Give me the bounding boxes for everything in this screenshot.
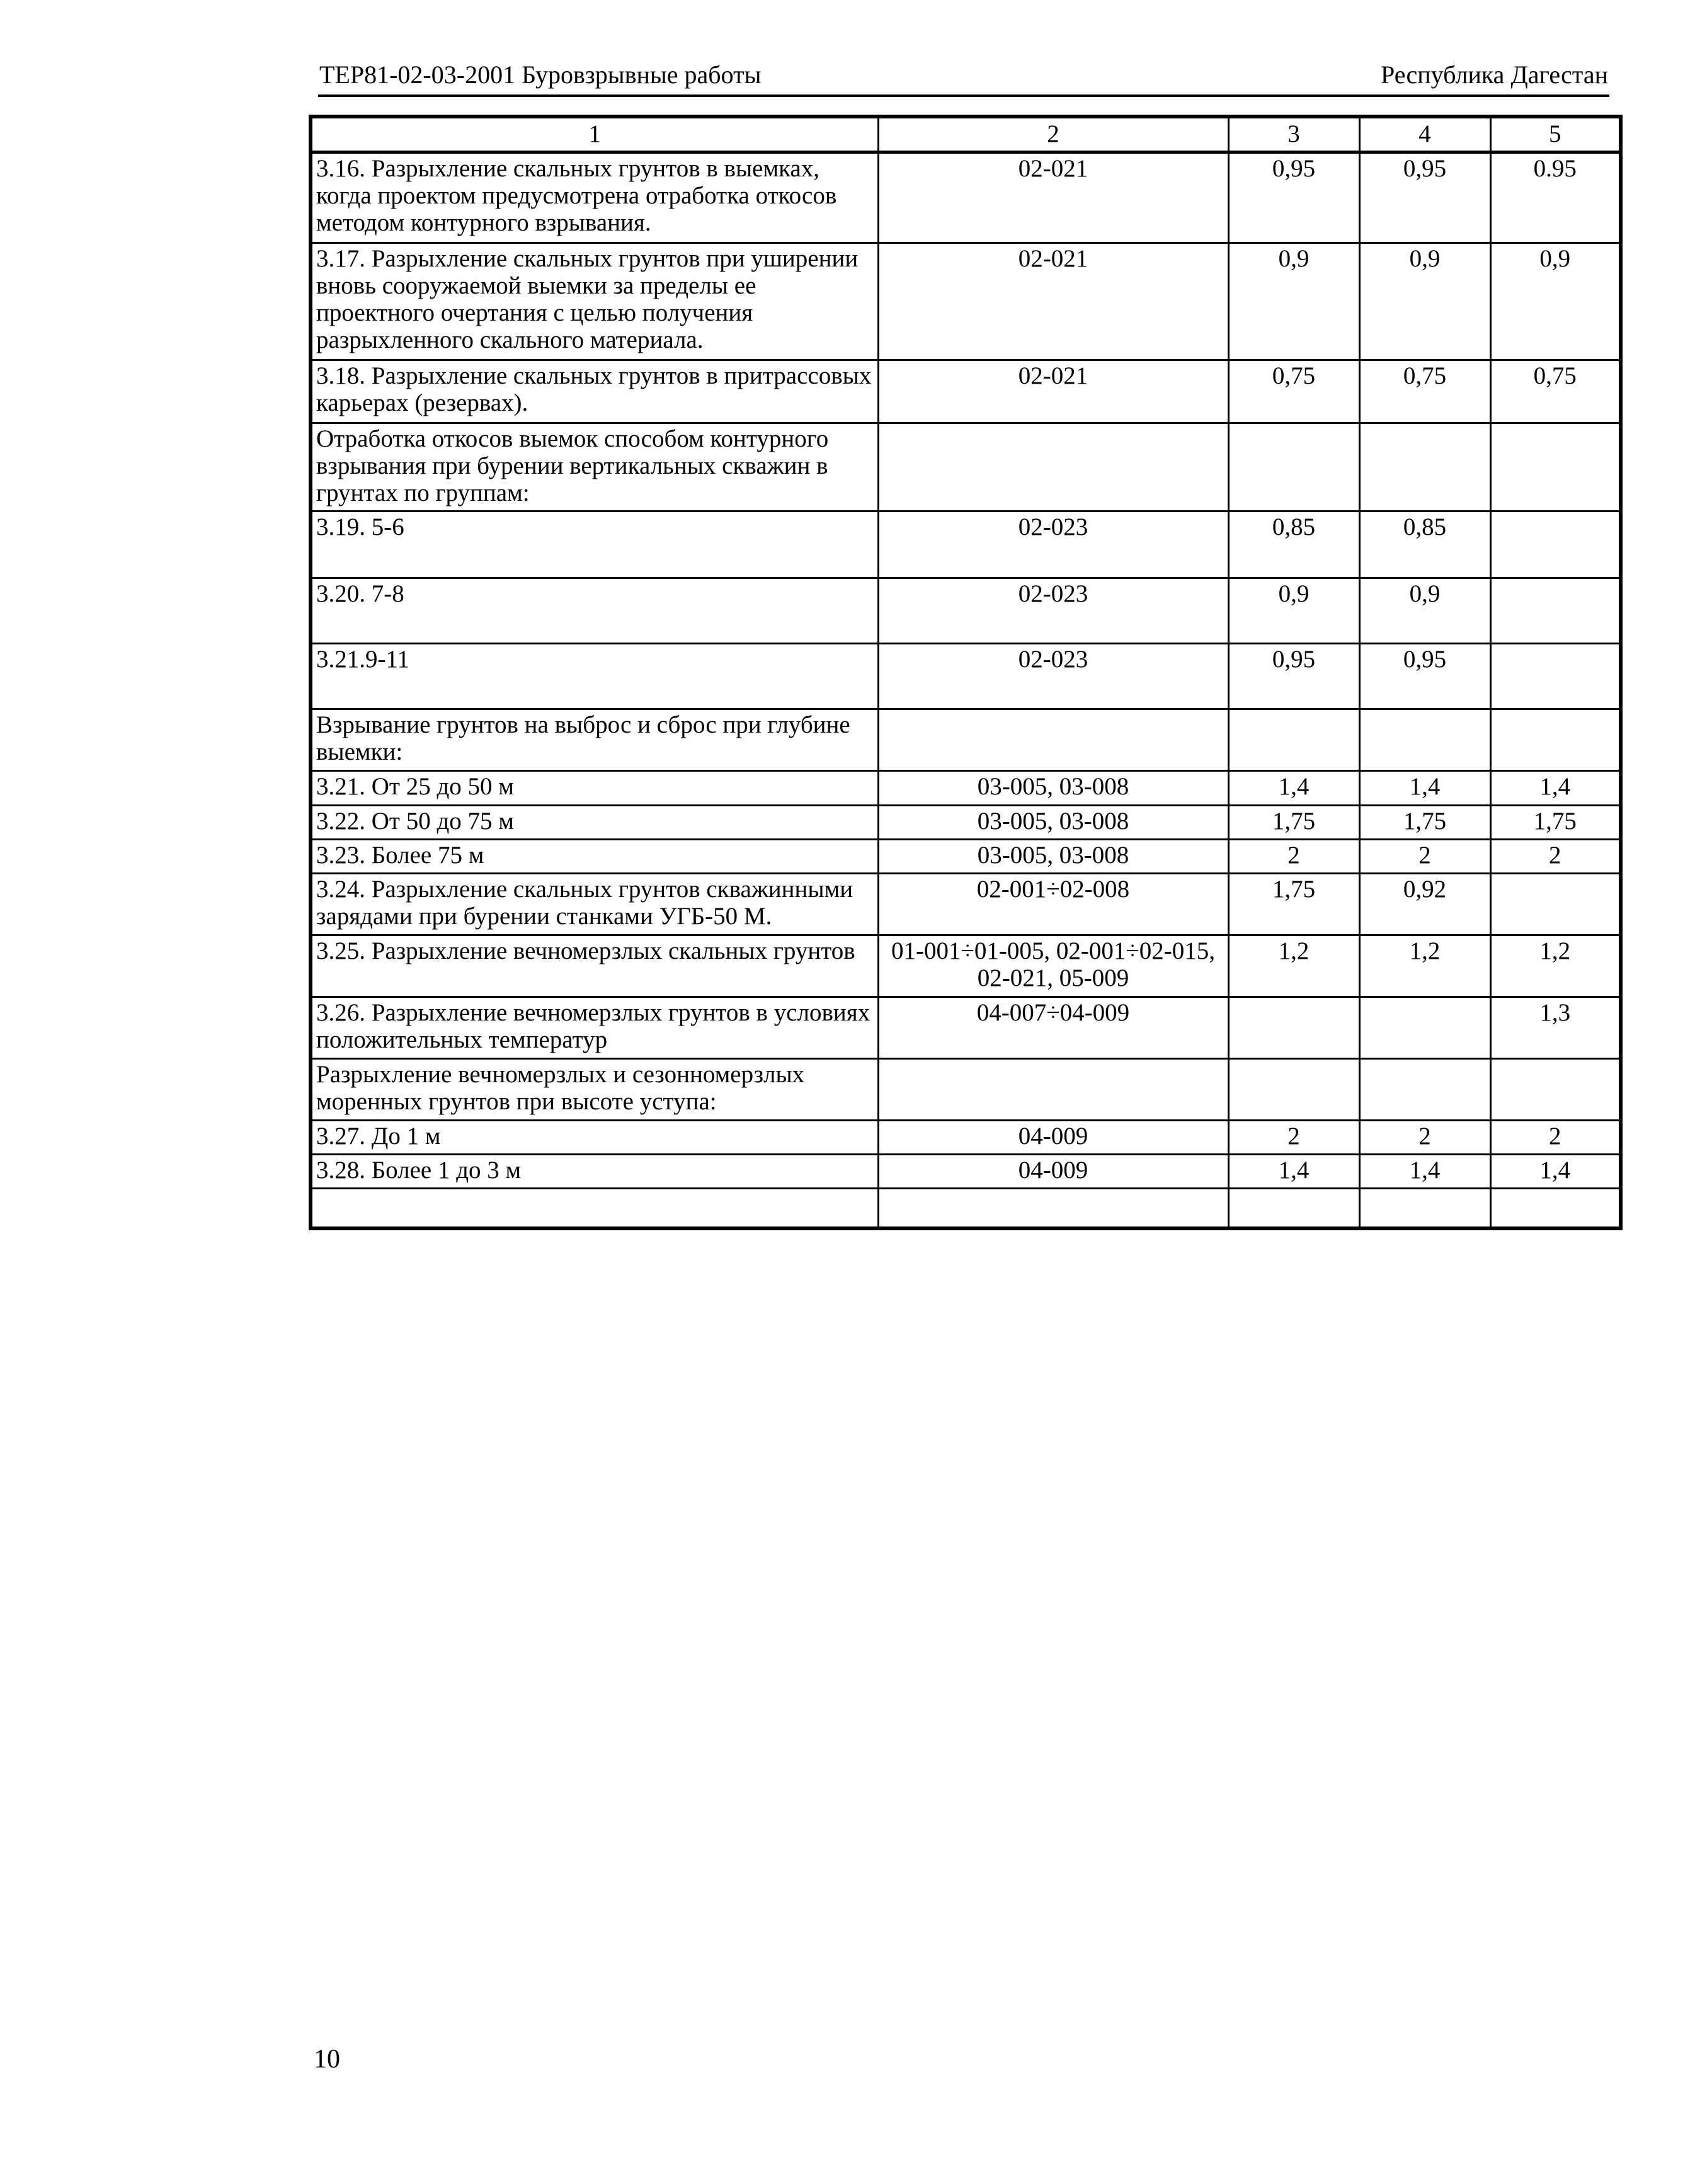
row-code — [878, 423, 1228, 511]
row-description: 3.22. От 50 до 75 м — [311, 805, 878, 839]
row-value-col3: 1,2 — [1228, 935, 1359, 997]
row-value-col5 — [1490, 423, 1621, 511]
row-value-col5 — [1490, 1058, 1621, 1120]
row-value-col3: 1,4 — [1228, 1154, 1359, 1188]
row-value-col5 — [1490, 1188, 1621, 1228]
row-value-col5: 1,4 — [1490, 770, 1621, 805]
row-value-col5: 0,9 — [1490, 243, 1621, 360]
row-value-col4: 0,9 — [1359, 578, 1490, 643]
row-value-col5: 2 — [1490, 1120, 1621, 1154]
row-code: 04-009 — [878, 1120, 1228, 1154]
row-value-col3 — [1228, 1188, 1359, 1228]
row-description: 3.21.9-11 — [311, 643, 878, 709]
table-row — [311, 360, 1621, 423]
row-value-col4: 1,2 — [1359, 935, 1490, 997]
table-row — [311, 873, 1621, 935]
row-value-col4: 1,75 — [1359, 805, 1490, 839]
row-value-col4: 0,92 — [1359, 873, 1490, 935]
row-value-col5: 1,3 — [1490, 997, 1621, 1058]
row-value-col3: 0,95 — [1228, 152, 1359, 243]
row-value-col5: 0,75 — [1490, 360, 1621, 423]
row-value-col4: 0,95 — [1359, 643, 1490, 709]
table-row — [311, 770, 1621, 805]
row-value-col4 — [1359, 709, 1490, 770]
section-description: Разрыхление вечномерзлых и сезонномерзлых моренных грунтов при высоте уступа: — [311, 1058, 878, 1120]
row-description: 3.25. Разрыхление вечномерзлых скальных грунтов — [311, 935, 878, 997]
row-value-col3: 1,4 — [1228, 770, 1359, 805]
row-value-col3: 1,75 — [1228, 873, 1359, 935]
page-number: 10 — [314, 2045, 340, 2074]
page-header — [318, 55, 1609, 97]
row-value-col5 — [1490, 873, 1621, 935]
row-value-col3: 0,85 — [1228, 511, 1359, 578]
row-description: 3.21. От 25 до 50 м — [311, 770, 878, 805]
table-row — [311, 152, 1621, 243]
row-code: 02-001÷02-008 — [878, 873, 1228, 935]
column-header: 2 — [878, 117, 1228, 152]
row-code — [878, 709, 1228, 770]
row-value-col5: 1,2 — [1490, 935, 1621, 997]
row-value-col4: 2 — [1359, 839, 1490, 873]
row-value-col3: 1,75 — [1228, 805, 1359, 839]
row-code: 02-023 — [878, 511, 1228, 578]
table-row — [311, 935, 1621, 997]
row-value-col3 — [1228, 997, 1359, 1058]
table-row-empty — [311, 1188, 1621, 1228]
row-value-col3: 0,9 — [1228, 243, 1359, 360]
document-title: ТЕР81-02-03-2001 Буровзрывные работы — [319, 60, 762, 89]
row-code: 01-001÷01-005, 02-001÷02-015, 02-021, 05-009 — [878, 935, 1228, 997]
row-value-col5 — [1490, 511, 1621, 578]
row-code: 02-021 — [878, 360, 1228, 423]
row-value-col4 — [1359, 1058, 1490, 1120]
row-value-col5 — [1490, 643, 1621, 709]
row-description: 3.19. 5-6 — [311, 511, 878, 578]
row-code: 02-023 — [878, 578, 1228, 643]
table-header-row — [311, 117, 1621, 152]
section-description: Взрывание грунтов на выброс и сброс при глубине выемки: — [311, 709, 878, 770]
row-description — [311, 1188, 878, 1228]
row-description: 3.18. Разрыхление скальных грунтов в притрассовых карьерах (резервах). — [311, 360, 878, 423]
table-row — [311, 839, 1621, 873]
column-header: 5 — [1490, 117, 1621, 152]
row-description: 3.23. Более 75 м — [311, 839, 878, 873]
section-description: Отработка откосов выемок способом контурного взрывания при бурении вертикальных скважин в грунтах по группам: — [311, 423, 878, 511]
table-row — [311, 1120, 1621, 1154]
row-value-col3: 0,95 — [1228, 643, 1359, 709]
row-description: 3.16. Разрыхление скальных грунтов в выемках, когда проектом предусмотрена отработка откосов методом контурного взрывания. — [311, 152, 878, 243]
table-section-row — [311, 423, 1621, 511]
column-header: 4 — [1359, 117, 1490, 152]
row-value-col4: 2 — [1359, 1120, 1490, 1154]
row-value-col4 — [1359, 1188, 1490, 1228]
table-row — [311, 1154, 1621, 1188]
row-code: 03-005, 03-008 — [878, 770, 1228, 805]
row-value-col5: 0.95 — [1490, 152, 1621, 243]
row-value-col3 — [1228, 1058, 1359, 1120]
row-description: 3.20. 7-8 — [311, 578, 878, 643]
row-code: 03-005, 03-008 — [878, 805, 1228, 839]
row-code: 02-021 — [878, 243, 1228, 360]
column-header: 3 — [1228, 117, 1359, 152]
row-description: 3.28. Более 1 до 3 м — [311, 1154, 878, 1188]
row-value-col3: 0,75 — [1228, 360, 1359, 423]
row-description: 3.26. Разрыхление вечномерзлых грунтов в условиях положительных температур — [311, 997, 878, 1058]
table-row — [311, 243, 1621, 360]
row-value-col5 — [1490, 578, 1621, 643]
table-row — [311, 578, 1621, 643]
row-value-col3: 0,9 — [1228, 578, 1359, 643]
row-code: 02-023 — [878, 643, 1228, 709]
table-section-row — [311, 709, 1621, 770]
row-value-col3: 2 — [1228, 839, 1359, 873]
row-value-col5: 1,75 — [1490, 805, 1621, 839]
table-row — [311, 805, 1621, 839]
row-value-col4: 0,95 — [1359, 152, 1490, 243]
table-row — [311, 511, 1621, 578]
row-value-col5 — [1490, 709, 1621, 770]
column-header: 1 — [311, 117, 878, 152]
row-value-col5: 1,4 — [1490, 1154, 1621, 1188]
row-value-col5: 2 — [1490, 839, 1621, 873]
row-value-col4 — [1359, 423, 1490, 511]
row-code — [878, 1058, 1228, 1120]
row-code: 03-005, 03-008 — [878, 839, 1228, 873]
row-value-col4: 1,4 — [1359, 1154, 1490, 1188]
row-value-col4 — [1359, 997, 1490, 1058]
row-value-col3 — [1228, 423, 1359, 511]
row-value-col4: 1,4 — [1359, 770, 1490, 805]
row-code: 04-009 — [878, 1154, 1228, 1188]
row-value-col4: 0,75 — [1359, 360, 1490, 423]
table-row — [311, 643, 1621, 709]
row-description: 3.24. Разрыхление скальных грунтов скважинными зарядами при бурении станками УГБ-50 М. — [311, 873, 878, 935]
row-value-col3: 2 — [1228, 1120, 1359, 1154]
row-code: 04-007÷04-009 — [878, 997, 1228, 1058]
row-value-col3 — [1228, 709, 1359, 770]
row-code — [878, 1188, 1228, 1228]
region-name: Республика Дагестан — [1381, 60, 1608, 89]
row-code: 02-021 — [878, 152, 1228, 243]
row-value-col4: 0,85 — [1359, 511, 1490, 578]
table-section-row — [311, 1058, 1621, 1120]
table-row — [311, 997, 1621, 1058]
row-value-col4: 0,9 — [1359, 243, 1490, 360]
coefficients-table — [309, 115, 1623, 1230]
row-description: 3.17. Разрыхление скальных грунтов при уширении вновь сооружаемой выемки за пределы ее проектного очертания с целью получения разрыхленного скального материала. — [311, 243, 878, 360]
row-description: 3.27. До 1 м — [311, 1120, 878, 1154]
